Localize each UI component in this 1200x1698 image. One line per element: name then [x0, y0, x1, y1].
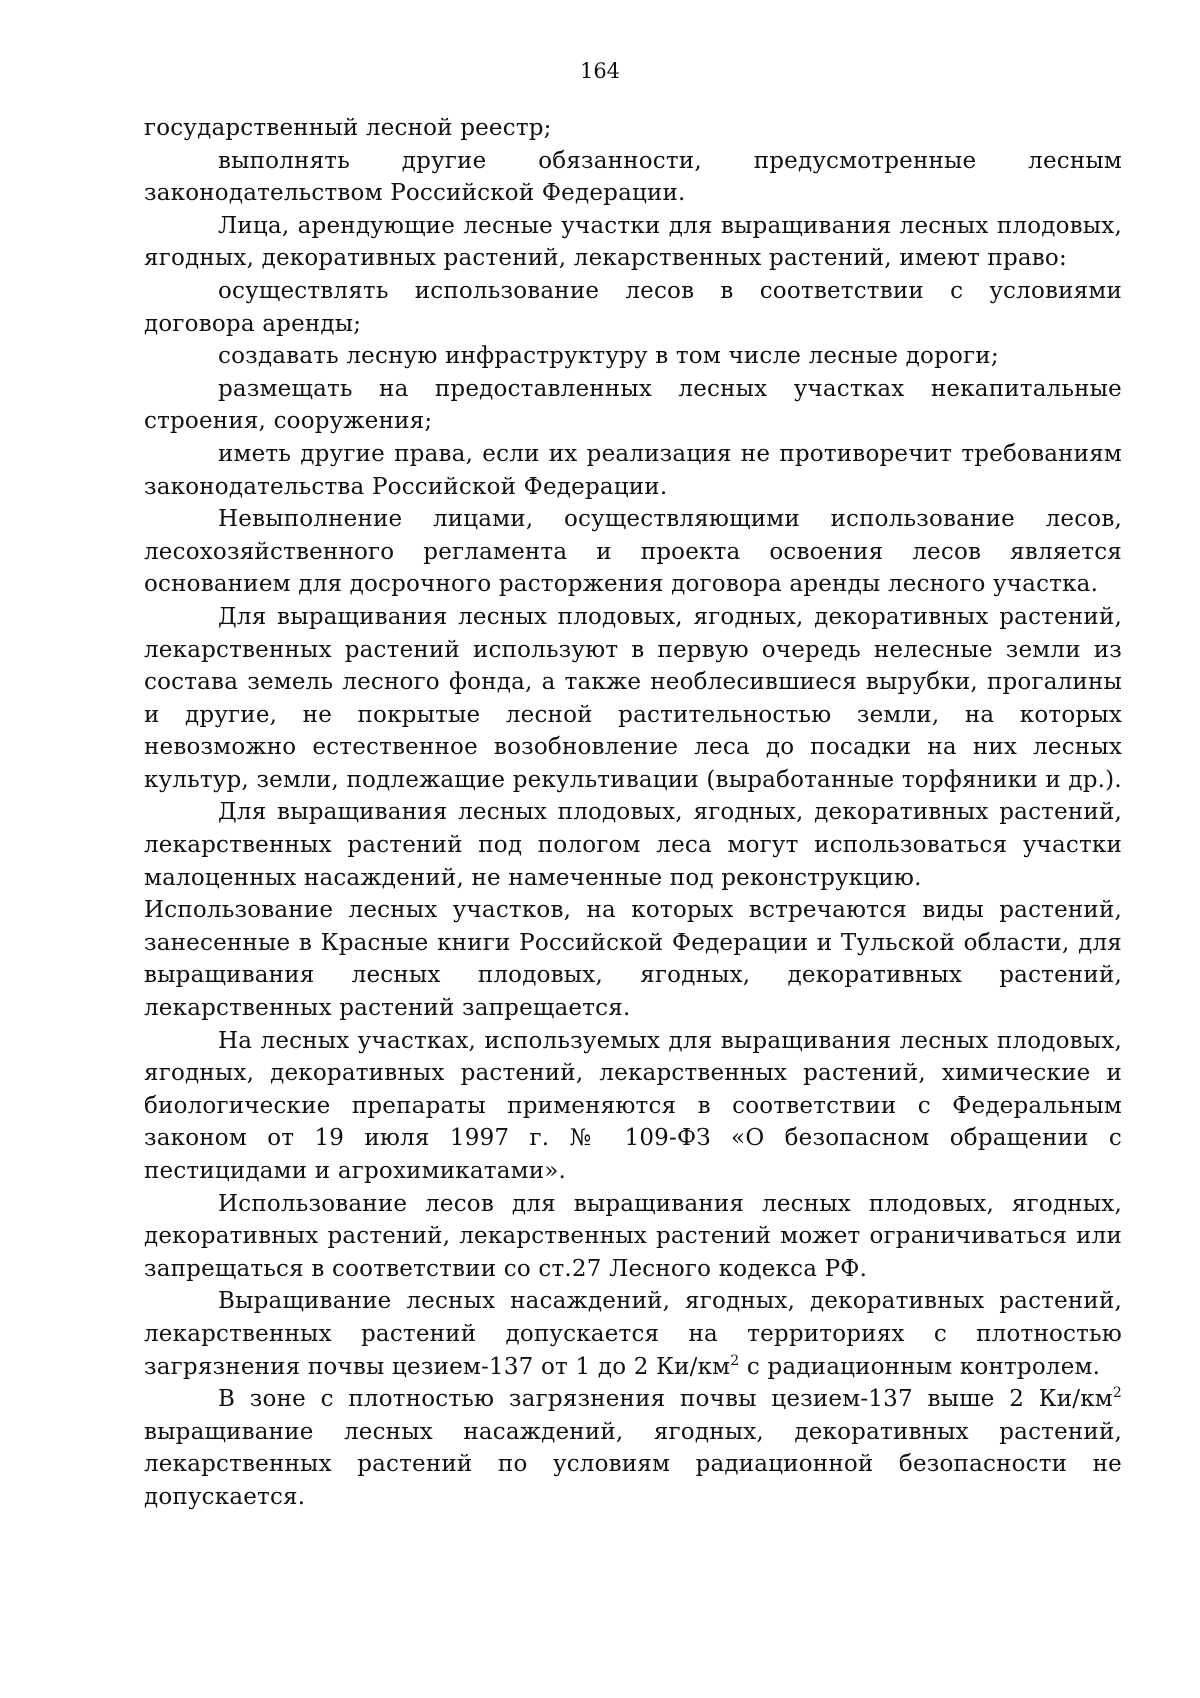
cesium-allowed-superscript: 2	[730, 1352, 740, 1369]
page-number: 164	[579, 59, 621, 83]
paragraph-non-compliance: Невыполнение лицами, осуществляющими использование лесов, лесохозяйственного регламента и проекта освоения лесов является основанием для досрочного расторжения договора аренды лесного участка.	[144, 506, 1122, 598]
paragraph-cesium-prohibited	[144, 1383, 1122, 1513]
paragraph-chemicals: На лесных участках, используемых для выращивания лесных плодовых, ягодных, декоративных растений, лекарственных растений, химические и биологические препараты применяются в соответствии с Федеральным законом от 19 июля 1997 г. № 109-ФЗ «О безопасном обращении с пестицидами и агрохимикатами».	[144, 1027, 1122, 1184]
paragraph-land-use: Для выращивания лесных плодовых, ягодных, декоративных растений, лекарственных растений используют в первую очередь нелесные земли из состава земель лесного фонда, а также необлесившиеся вырубки, прогалины и другие, не покрытые лесной растительностью земли, на которых невозможно естественное возобновление леса до посадки на них лесных культур, земли, подлежащие рекультивации (выработанные торфяники и др.).	[144, 603, 1122, 793]
paragraph-restrictions: Использование лесов для выращивания лесных плодовых, ягодных, декоративных растений, лекарственных растений может ограничиваться или запрещаться в соответствии со ст.27 Лесного кодекса РФ.	[144, 1190, 1122, 1282]
cesium-prohibited-text-before: В зоне с плотностью загрязнения почвы цезием-137 выше 2 Ки/км	[218, 1386, 1113, 1413]
paragraph-red-book: Использование лесных участков, на которых встречаются виды растений, занесенные в Красные книги Российской Федерации и Тульской области, для выращивания лесных плодовых, ягодных, декоративных растений, лекарственных растений запрещается.	[144, 897, 1122, 1022]
cesium-allowed-text-after: с радиационным контролем.	[739, 1353, 1101, 1380]
paragraph-cesium-allowed	[144, 1285, 1122, 1383]
cesium-prohibited-superscript: 2	[1112, 1385, 1122, 1402]
paragraph-forest-registry: государственный лесной реестр;	[144, 115, 552, 141]
paragraph-right-other: иметь другие права, если их реализация не противоречит требованиям законодательства Российской Федерации.	[144, 440, 1122, 500]
cesium-allowed-text-before: Выращивание лесных насаждений, ягодных, декоративных растений, лекарственных растений допускается на территориях с плотностью загрязнения почвы цезием-137 от 1 до 2 Ки/км	[144, 1288, 1122, 1380]
document-body	[144, 112, 1122, 1514]
paragraph-lessee-rights: Лица, арендующие лесные участки для выращивания лесных плодовых, ягодных, декоративных растений, лекарственных растений, имеют право:	[144, 212, 1122, 272]
paragraph-other-duties: выполнять другие обязанности, предусмотренные лесным законодательством Российской Федерации.	[144, 147, 1122, 207]
paragraph-right-structures: размещать на предоставленных лесных участках некапитальные строения, сооружения;	[144, 375, 1122, 435]
cesium-prohibited-text-after: выращивание лесных насаждений, ягодных, декоративных растений, лекарственных растений по условиям радиационной безопасности не допускается.	[144, 1418, 1122, 1510]
paragraph-canopy-use: Для выращивания лесных плодовых, ягодных, декоративных растений, лекарственных растений под пологом леса могут использоваться участки малоценных насаждений, не намеченные под реконструкцию.	[144, 799, 1122, 891]
paragraph-right-use: осуществлять использование лесов в соответствии с условиями договора аренды;	[144, 277, 1122, 337]
paragraph-right-infrastructure: создавать лесную инфраструктуру в том числе лесные дороги;	[218, 343, 999, 370]
